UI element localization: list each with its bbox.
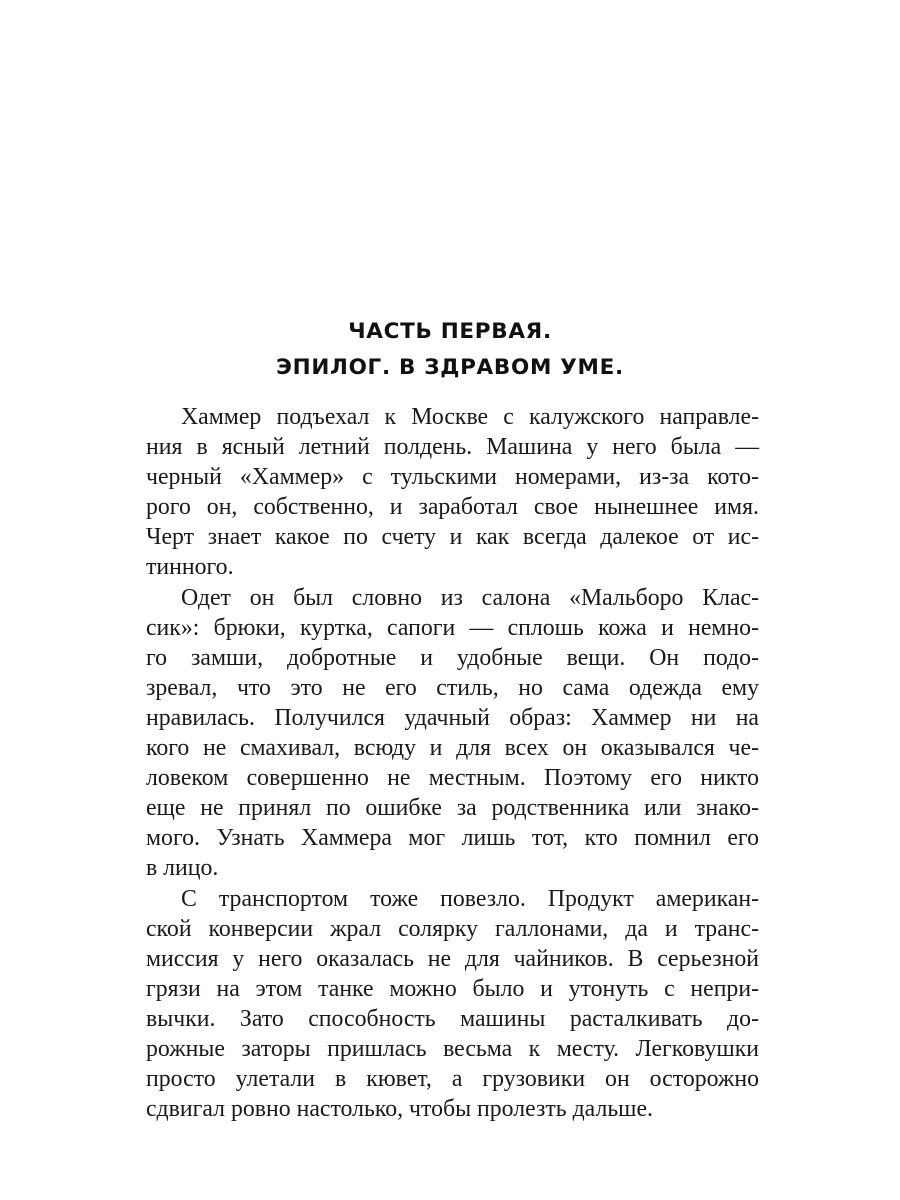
text-line: сдвигал ровно настолько, чтобы пролезть дальше. — [146, 1096, 654, 1123]
text-line: Хаммер подъехал к Москве с калужского направле- — [181, 404, 759, 430]
text-line: вычки. Зато способность машины расталкивать до- — [146, 1005, 759, 1032]
text-line: еще не принял по ошибке за родственника или знако- — [146, 795, 759, 822]
text-line: грязи на этом танке можно было и утонуть с непри- — [146, 975, 759, 1002]
paragraph — [146, 884, 759, 1125]
text-line: рожные заторы пришлась весьма к месту. Легковушки — [146, 1035, 759, 1062]
text-line: Одет он был словно из салона «Мальборо Клас- — [181, 584, 759, 611]
text-line: тинного. — [146, 554, 234, 581]
paragraph — [146, 583, 759, 884]
text-line: ния в ясный летний полдень. Машина у него была — — [146, 434, 759, 461]
text-line: просто улетали в кювет, а грузовики он осторожно — [146, 1066, 759, 1093]
chapter-title: ЭПИЛОГ. В ЗДРАВОМ УМЕ. — [276, 355, 624, 380]
text-line: го замши, добротные и удобные вещи. Он подо- — [146, 644, 759, 671]
text-line: мого. Узнать Хаммера мог лишь тот, кто помнил его — [146, 825, 759, 852]
part-title: ЧАСТЬ ПЕРВАЯ. — [348, 319, 552, 344]
text-line: нравилась. Получился удачный образ: Хаммер ни на — [146, 704, 759, 731]
body-text — [146, 402, 759, 1124]
text-line: в лицо. — [146, 855, 219, 882]
text-line: С транспортом тоже повезло. Продукт американ- — [181, 885, 759, 912]
text-line: кого не смахивал, всюду и для всех он оказывался че- — [146, 735, 759, 762]
text-line: миссия у него оказалась не для чайников. В серьезной — [146, 945, 759, 972]
text-line: Черт знает какое по счету и как всегда далекое от ис- — [146, 524, 759, 551]
text-line: сик»: брюки, куртка, сапоги — сплошь кожа и немно- — [146, 614, 759, 641]
paragraph — [146, 402, 759, 583]
text-line: ской конверсии жрал солярку галлонами, да и транс- — [146, 915, 759, 942]
text-line: рого он, собственно, и заработал свое нынешнее имя. — [146, 494, 759, 521]
text-line: зревал, что это не его стиль, но сама одежда ему — [146, 674, 759, 701]
text-line: ловеком совершенно не местным. Поэтому его никто — [146, 765, 759, 792]
text-line: черный «Хаммер» с тульскими номерами, из-за кото- — [146, 464, 759, 491]
